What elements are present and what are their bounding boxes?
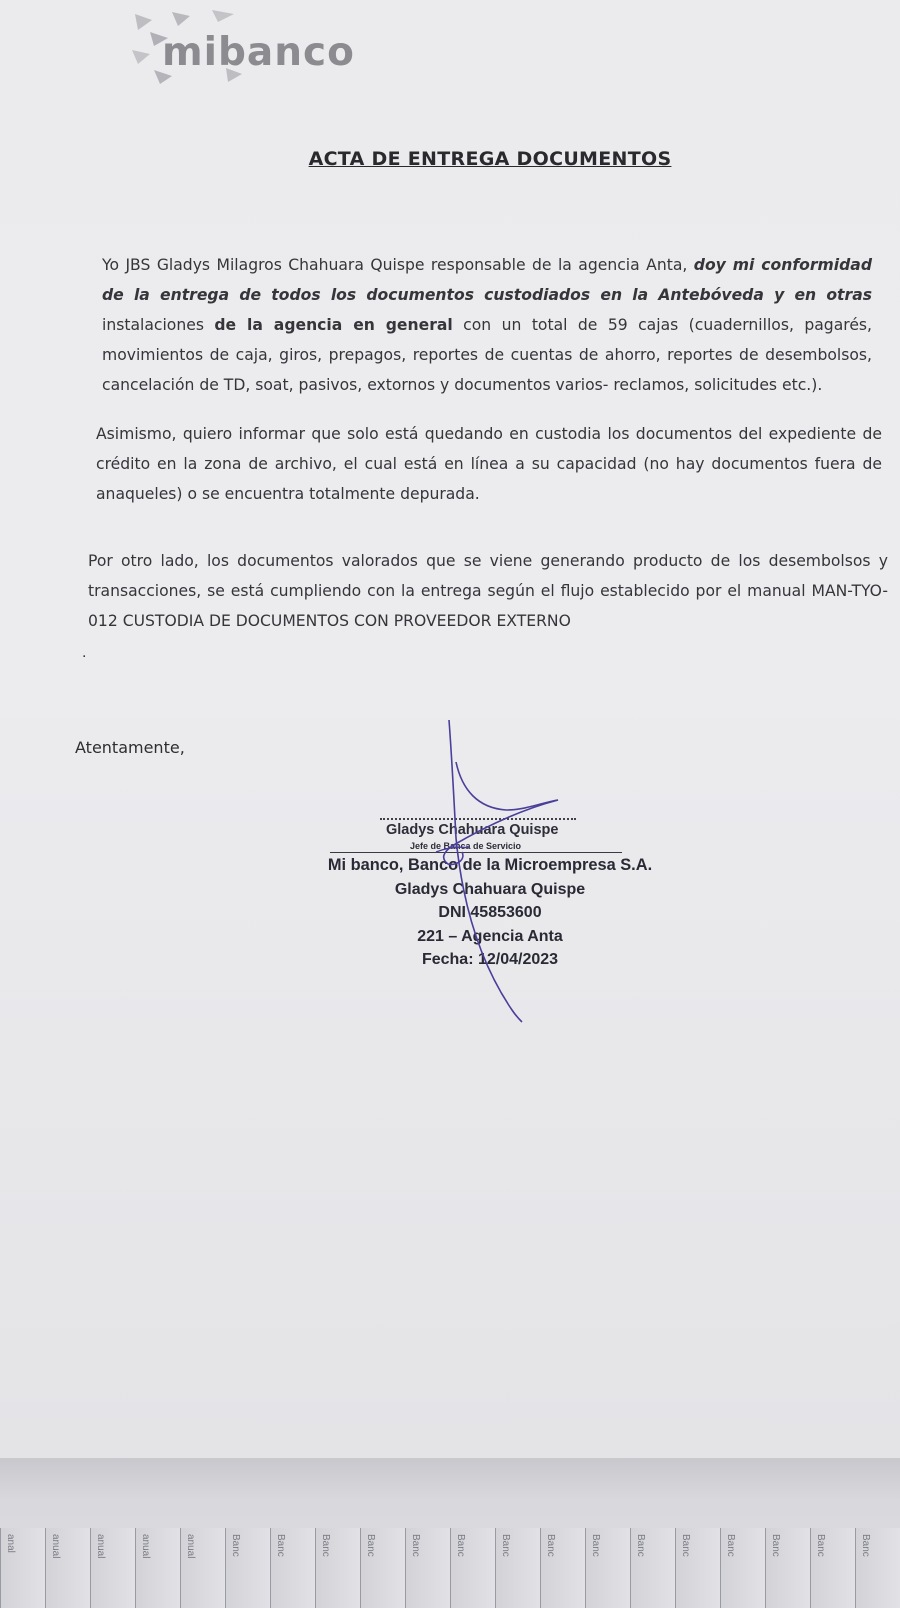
binder-spine bbox=[135, 1528, 180, 1608]
seal-block bbox=[300, 854, 680, 972]
stamp-divider bbox=[330, 852, 622, 853]
binder-spine bbox=[810, 1528, 855, 1608]
paragraph-1-text-c: con un total de 59 cajas (cuadernillos, pagarés, movimientos de caja, giros, prepagos, reportes de cuentas de ahorro, reportes de desembolsos, cancelación de TD, soat, pasivos, extornos y documentos varios- reclamos, solicitudes etc.). bbox=[102, 316, 872, 394]
binder-spine bbox=[45, 1528, 90, 1608]
binder-spine bbox=[855, 1528, 900, 1608]
binder-label: Banc bbox=[275, 1534, 286, 1557]
seal-line-agency: 221 – Agencia Anta bbox=[417, 927, 563, 945]
binder-spine bbox=[0, 1528, 45, 1608]
paragraph-1-bold: de la agencia en general bbox=[214, 316, 453, 334]
binder-label: anual bbox=[185, 1534, 196, 1559]
binder-spine bbox=[450, 1528, 495, 1608]
paragraph-1-text-a: Yo JBS Gladys Milagros Chahuara Quispe responsable de la agencia Anta, bbox=[102, 256, 694, 274]
binder-label: Banc bbox=[590, 1534, 601, 1557]
signature-dotted-line bbox=[380, 818, 576, 820]
binder-label: Banc bbox=[410, 1534, 421, 1557]
closing-text: Atentamente, bbox=[75, 738, 185, 757]
seal-line-date: Fecha: 12/04/2023 bbox=[421, 951, 559, 968]
binder-spine bbox=[90, 1528, 135, 1608]
binder-spine bbox=[585, 1528, 630, 1608]
binder-label: anal bbox=[5, 1534, 16, 1553]
seal-line-dni: DNI 45853600 bbox=[438, 904, 542, 921]
binder-label: Banc bbox=[500, 1534, 511, 1557]
paragraph-1-text-b: instalaciones bbox=[102, 316, 215, 334]
seal-line-name: Gladys Chahuara Quispe bbox=[394, 880, 586, 898]
binder-label: Banc bbox=[635, 1534, 646, 1557]
binder-spine bbox=[315, 1528, 360, 1608]
binder-spine bbox=[720, 1528, 765, 1608]
binder-spine bbox=[630, 1528, 675, 1608]
paragraph-1-emphasis: doy mi conformidad de la entrega de todos los documentos custodiados en la Antebóveda y en otras bbox=[102, 256, 872, 304]
binder-spine bbox=[225, 1528, 270, 1608]
binder-label: anual bbox=[140, 1534, 151, 1559]
binder-label: Banc bbox=[815, 1534, 826, 1557]
paragraph-1 bbox=[102, 250, 872, 400]
binder-label: Banc bbox=[725, 1534, 736, 1557]
binder-label: Banc bbox=[320, 1534, 331, 1557]
stamp-name: Gladys Chahuara Quispe bbox=[386, 822, 559, 838]
binder-label: Banc bbox=[545, 1534, 556, 1557]
logo-text: mibanco bbox=[162, 30, 355, 75]
binder-spine bbox=[540, 1528, 585, 1608]
seal-line-bank: Mi banco, Banco de la Microempresa S.A. bbox=[327, 856, 653, 874]
binder-label: Banc bbox=[230, 1534, 241, 1557]
binder-spine bbox=[675, 1528, 720, 1608]
binder-label: Banc bbox=[860, 1534, 871, 1557]
binder-label: Banc bbox=[455, 1534, 466, 1557]
binder-row bbox=[0, 1458, 900, 1600]
stamp-role: Jefe de Banca de Servicio bbox=[410, 841, 522, 851]
binder-spine bbox=[270, 1528, 315, 1608]
binder-label: Banc bbox=[365, 1534, 376, 1557]
paragraph-2: Asimismo, quiero informar que solo está quedando en custodia los documentos del expediente de crédito en la zona de archivo, el cual está en línea a su capacidad (no hay documentos fuera de anaqueles) o se encuentra totalmente depurada. bbox=[96, 425, 882, 503]
binder-label: Banc bbox=[680, 1534, 691, 1557]
binder-spine bbox=[765, 1528, 810, 1608]
binder-spine bbox=[180, 1528, 225, 1608]
document-title: ACTA DE ENTREGA DOCUMENTOS bbox=[308, 148, 672, 170]
binder-label: Banc bbox=[770, 1534, 781, 1557]
stray-mark: . bbox=[82, 644, 87, 661]
binder-spine bbox=[495, 1528, 540, 1608]
binder-spine bbox=[360, 1528, 405, 1608]
binder-label: anual bbox=[50, 1534, 61, 1559]
binder-label: anual bbox=[95, 1534, 106, 1559]
mibanco-logo bbox=[130, 10, 410, 90]
binder-spine bbox=[405, 1528, 450, 1608]
paragraph-3: Por otro lado, los documentos valorados que se viene generando producto de los desembolsos y transacciones, se está cumpliendo con la entrega según el flujo establecido por el manual MAN-TYO-012 CUSTODIA DE DOCUMENTOS CON PROVEEDOR EXTERNO bbox=[88, 552, 888, 630]
